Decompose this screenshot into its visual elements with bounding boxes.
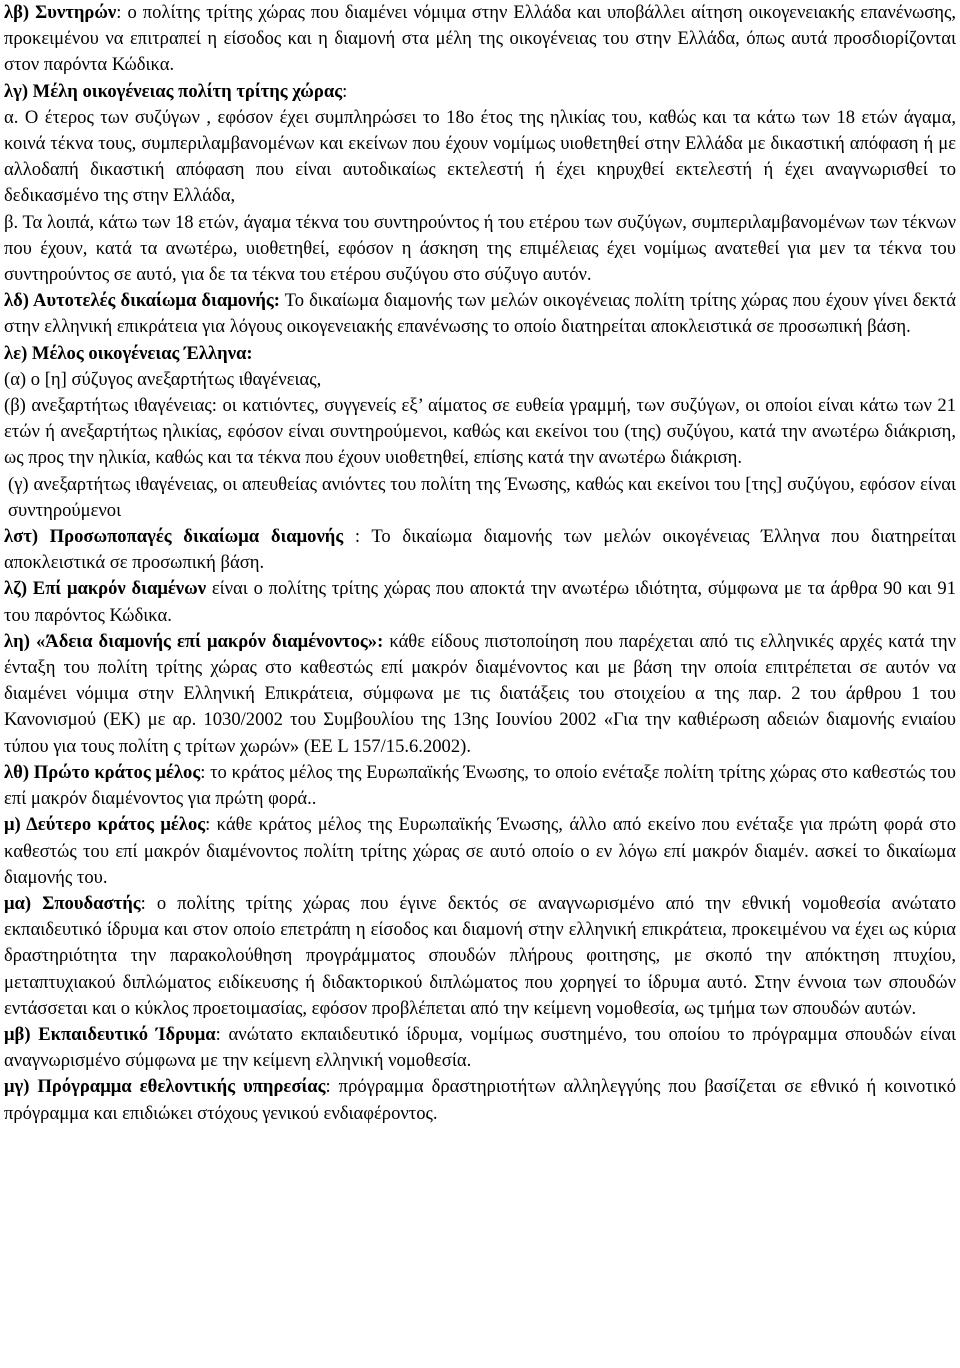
definition-term: μβ) Εκπαιδευτικό Ίδρυμα [4, 1023, 216, 1045]
definition-mb [4, 1022, 956, 1074]
definition-term: λδ) Αυτοτελές δικαίωμα διαμονής: [4, 290, 280, 312]
definition-separator: : [215, 1023, 221, 1045]
definition-text: ανώτατο εκπαιδευτικό ίδρυμα, νομίμως συστημένο, του οποίου το πρόγραμμα σπουδών είναι αναγνωρισμένο σύμφωνα με την κείμενη ελληνική νομοθεσία. [4, 1023, 956, 1072]
definition-mg [4, 1074, 956, 1126]
definition-term: λη) «Άδεια διαμονής επί μακρόν διαμένοντος»: [4, 630, 384, 652]
definition-text: κάθε κράτος μέλος της Ευρωπαϊκής Ένωσης, άλλο από εκείνο που ενέταξε για πρώτη φορά στο καθεστώς του επί μακρόν διαμένοντος πολίτη τρίτης χώρας σε αυτό οποίο ο εν λόγω επί μακρόν διαμέν. ασκεί το δικαίωμα διαμονής του. [4, 814, 956, 888]
definition-lst [4, 524, 956, 576]
definition-lg-item-a: α. Ο έτερος των συζύγων , εφόσον έχει συμπληρώσει το 18ο έτος της ηλικίας του, καθώς και τα κάτω των 18 ετών άγαμα, κοινά τέκνα τους, συμπεριλαμβανομένων και εκείνων που έχουν νομίμως υιοθετηθεί στην Ελλάδα με δικαστική απόφαση ή με αλλοδαπή δικαστική απόφαση που είναι αυτοδικαίως εκτελεστή ή έχει κηρυχθεί εκτελεστή ή έχει αναγνωρισθεί το δεδικασμένο της στην Ελλάδα, [4, 106, 956, 207]
definition-le-item-a: (α) ο [η] σύζυγος ανεξαρτήτως ιθαγένειας, [4, 368, 322, 390]
definition-lb [4, 0, 956, 79]
definition-term: λστ) Προσωποπαγές δικαίωμα διαμονής [4, 526, 344, 548]
definition-lg-item-b: β. Τα λοιπά, κάτω των 18 ετών, άγαμα τέκνα του συντηρούντος ή του ετέρου των συζύγων, συμπεριλαμβανομένων των τέκνων που έχουν, κατά τα ανωτέρω, υιοθετηθεί, εφόσον η άσκηση της επιμέλειας έχει νομίμως ανατεθεί για μεν τα τέκνα του συντηρούντος σε αυτό, για δε τα τέκνα του ετέρου συζύγου στο σύζυγο αυτόν. [4, 211, 956, 286]
definition-term: μ) Δεύτερο κράτος μέλος [4, 814, 206, 836]
definition-le-item-b: (β) ανεξαρτήτως ιθαγένειας: οι κατιόντες, συγγενείς εξ’ αίματος σε ευθεία γραμμή, των συζύγων, οι οποίοι είναι κάτω των 21 ετών ή ανεξαρτήτως ηλικίας, εφόσον είναι συντηρούμενοι, καθώς και εκείνοι του (της) συζύγου, κατά την ανωτέρω διάκριση, ως προς την ηλικία, καθώς και τα τέκνα που έχουν υιοθετηθεί, επίσης κατά την ανωτέρω διάκριση. [4, 395, 956, 469]
definition-separator: : [325, 1076, 331, 1098]
definition-text: Το δικαίωμα διαμονής των μελών οικογένειας πολίτη τρίτης χώρας που έχουν γίνει δεκτά στην ελληνική επικράτεια για λόγους οικογενειακής επανένωσης το οποίο διατηρείται αποκλειστικά σε προσωπική βάση. [4, 290, 956, 338]
definition-ma [4, 891, 956, 1022]
definition-separator: : [200, 761, 206, 783]
definition-ld [4, 288, 956, 340]
definition-separator: : [205, 814, 211, 836]
definition-lth [4, 760, 956, 812]
document-page [4, 0, 956, 1127]
definition-separator: : [343, 526, 361, 548]
definition-le-item-c: (γ) ανεξαρτήτως ιθαγένειας, οι απευθείας ανιόντες του πολίτη της Ένωσης, καθώς και εκείνοι του [της] συζύγου, εφόσον είναι συντηρούμενοι [8, 473, 956, 521]
definition-term: μα) Σπουδαστής [4, 892, 141, 914]
definition-lg [4, 79, 956, 105]
definition-term: μγ) Πρόγραμμα εθελοντικής υπηρεσίας [4, 1076, 326, 1098]
definition-text: είναι ο πολίτης τρίτης χώρας που αποκτά την ανωτέρω ιδιότητα, σύμφωνα με τα άρθρα 90 και 91 του παρόντος Κώδικα. [4, 578, 956, 626]
definition-term: λε) Μέλος οικογένειας Έλληνα: [4, 342, 253, 364]
definition-text: κάθε είδους πιστοποίηση που παρέχεται από τις ελληνικές αρχές κατά την ένταξη του πολίτη τρίτης χώρας στο καθεστώς επί μακρόν διαμένοντος και με βάση την οποία επιτρέπεται σε αυτόν να διαμένει νόμιμα στην Ελληνική Επικράτεια, σύμφωνα με τις διατάξεις του στοιχείου α της παρ. 2 του άρθρου 1 του Κανονισμού (ΕΚ) με αρ. 1030/2002 του Συμβουλίου της 13ης Ιουνίου 2002 «Για την καθιέρωση αδειών διαμονής ενιαίου τύπου για τους πολίτη ς τρίτων χωρών» (ΕΕ L 157/15.6.2002). [4, 630, 956, 757]
definition-separator: : [342, 80, 348, 102]
definition-lz [4, 576, 956, 628]
definition-m [4, 812, 956, 891]
definition-term: λγ) Μέλη οικογένειας πολίτη τρίτης χώρας [4, 80, 343, 102]
definition-term: λθ) Πρώτο κράτος μέλος [4, 761, 201, 783]
definition-text: ο πολίτης τρίτης χώρας που έγινε δεκτός σε αναγνωρισμένο από την εθνική νομοθεσία ανώτατο εκπαιδευτικό ίδρυμα και στον οποίο επετράπη η είσοδος και διαμονή στην ελληνική επικράτεια, προκειμένου να έχει ως κύρια δραστηριότητα την παρακολούθηση προγράμματος σπουδών πλήρους φοιτησης, με σκοπό την απόκτηση πτυχίου, μεταπτυχιακού διπλώματος ειδίκευσης ή διδακτορικού διπλώματος που χορηγεί το ίδρυμα αυτό. Στην έννοια των σπουδών εντάσσεται και ο κύκλος προετοιμασίας, εφόσον προβλέπεται από την κείμενη νομοθεσία, ως τμήμα των σπουδών αυτών. [4, 892, 956, 1019]
definition-le [4, 341, 956, 367]
definition-separator: : [116, 2, 122, 23]
definition-text: ο πολίτης τρίτης χώρας που διαμένει νόμιμα στην Ελλάδα και υποβάλλει αίτηση οικογενειακής επανένωσης, προκειμένου να επιτραπεί η είσοδος και η διαμονή στα μέλη της οικογένειας του στην Ελλάδα, όπως αυτά προσδιορίζονται στον παρόντα Κώδικα. [4, 2, 956, 76]
definition-text: το κράτος μέλος της Ευρωπαϊκής Ένωσης, το οποίο ενέταξε πολίτη τρίτης χώρας στο καθεστώς του επί μακρόν διαμένοντος για πρώτη φορά.. [4, 761, 956, 810]
definition-term: λζ) Επί μακρόν διαμένων [4, 578, 207, 600]
definition-text: Το δικαίωμα διαμονής των μελών οικογένειας Έλληνα που διατηρείται αποκλειστικά σε προσωπική βάση. [4, 526, 956, 574]
definition-separator: : [140, 892, 146, 914]
definition-term: λβ) Συντηρών [4, 2, 117, 23]
definition-text: πρόγραμμα δραστηριοτήτων αλληλεγγύης που βασίζεται σε εθνικό ή κοινοτικό πρόγραμμα και επιδιώκει στόχους γενικού ενδιαφέροντος. [4, 1076, 956, 1124]
definition-lh [4, 629, 956, 760]
